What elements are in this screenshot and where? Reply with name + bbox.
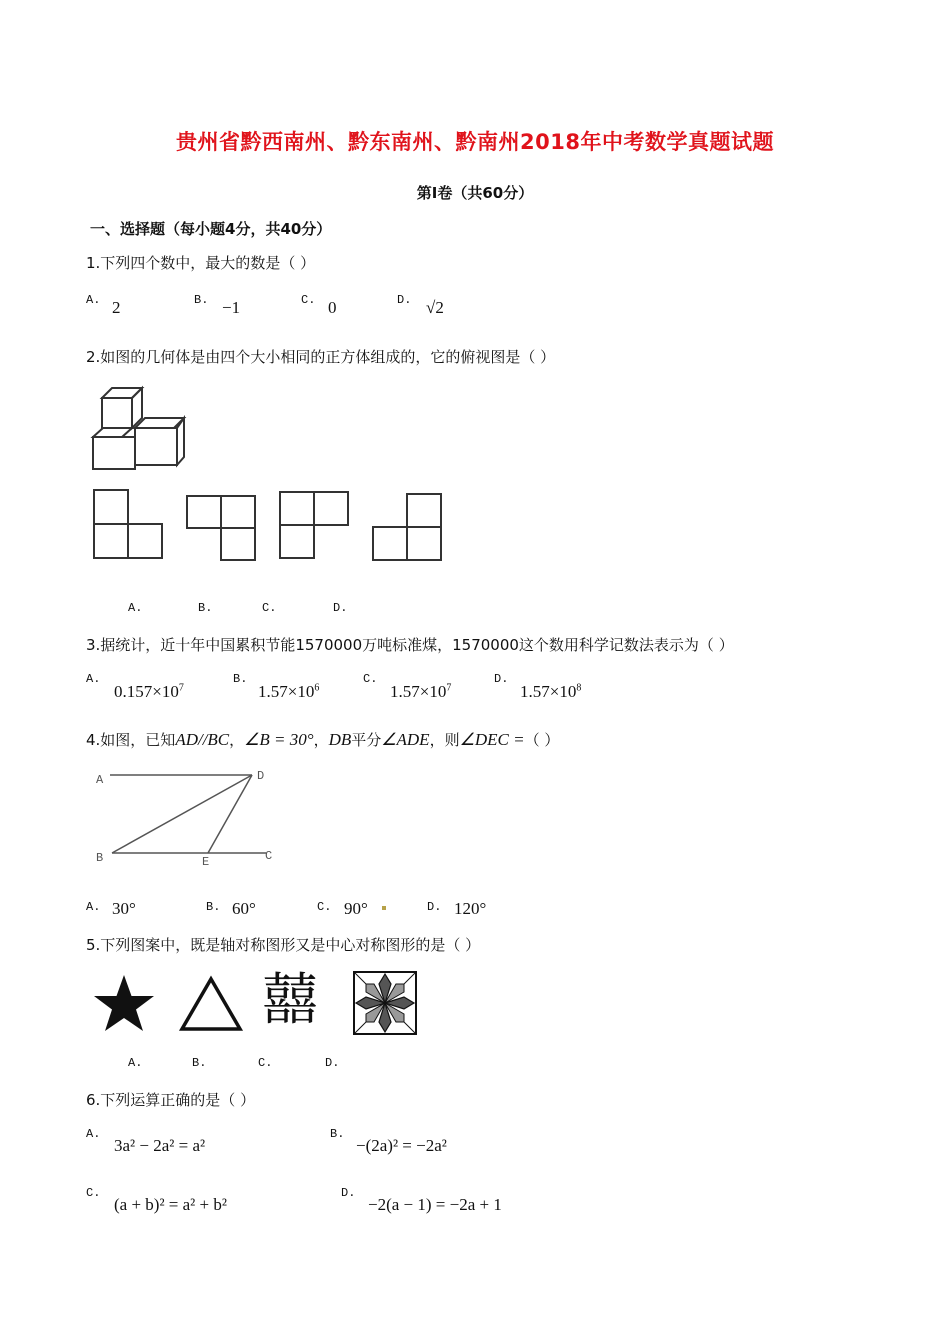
q6-option-b-value: −(2a)² = −2a² — [356, 1136, 447, 1155]
q1-option-b-value: −1 — [222, 298, 241, 317]
q3-option-b-letter: B. — [233, 672, 248, 686]
q1-option-a-value: 2 — [112, 298, 121, 317]
q4-option-c-value: 90° — [344, 899, 368, 918]
q6-option-c-value: (a + b)² = a² + b² — [114, 1195, 227, 1214]
point-label-d: D — [257, 769, 265, 783]
q2-label-c: C. — [262, 601, 277, 615]
question-3-text: 3.据统计，近十年中国累积节能1570000万吨标准煤，1570000这个数用科学记数法表示为（ ） — [86, 636, 734, 654]
page-title: 贵州省黔西南州、黔东南州、黔南州2018年中考数学真题试题 — [176, 130, 774, 154]
point-label-b: B — [96, 851, 104, 865]
q5-label-b: B. — [192, 1056, 207, 1070]
q6-option-d-value: −2(a − 1) = −2a + 1 — [368, 1195, 502, 1214]
cube-solid-figure — [90, 385, 190, 475]
q5-label-c: C. — [258, 1056, 273, 1070]
point-label-e: E — [202, 855, 210, 868]
triangle-pattern-icon — [178, 975, 244, 1033]
q3-option-d-value: $1.57\times 10^8$ — [520, 682, 582, 701]
q4-option-d-value: 120° — [454, 899, 487, 918]
section-heading: 一、选择题（每小题4分，共40分） — [90, 220, 332, 238]
q5-label-a: A. — [128, 1056, 143, 1070]
star-pattern-icon — [92, 973, 156, 1035]
q3-option-b-value: $1.57\times 10^6$ — [258, 682, 320, 701]
q3-option-a-letter: A. — [86, 672, 101, 686]
top-view-option-c — [278, 490, 350, 560]
q6-option-a-letter: A. — [86, 1127, 101, 1141]
q4-option-b-value: 60° — [232, 899, 256, 918]
q1-option-d-value: √2 — [426, 298, 444, 317]
parallel-lines-figure — [90, 763, 285, 868]
question-2-text: 2.如图的几何体是由四个大小相同的正方体组成的，它的俯视图是（ ） — [86, 348, 556, 366]
q3-option-c-value: $1.57\times 10^7$ — [390, 682, 452, 701]
q6-option-d-letter: D. — [341, 1186, 356, 1200]
q1-option-b: B. — [194, 293, 209, 307]
q4-option-d-letter: D. — [427, 900, 442, 914]
q5-label-d: D. — [325, 1056, 340, 1070]
q1-option-c-value: 0 — [328, 298, 337, 317]
q3-option-d-letter: D. — [494, 672, 509, 686]
q4-option-b-letter: B. — [206, 900, 221, 914]
q6-option-a-value: 3a² − 2a² = a² — [114, 1136, 206, 1155]
question-5-text: 5.下列图案中，既是轴对称图形又是中心对称图形的是（ ） — [86, 936, 481, 954]
q4-option-a-value: 30° — [112, 899, 136, 918]
double-happiness-icon: 囍 — [262, 968, 318, 1033]
q1-option-a — [86, 288, 100, 307]
q4-option-c-letter: C. — [317, 900, 332, 914]
q6-option-c-letter: C. — [86, 1186, 101, 1200]
q3-option-c-letter: C. — [363, 672, 378, 686]
top-view-option-d — [371, 492, 443, 562]
top-view-option-b — [185, 494, 257, 562]
q1-option-d: D. — [397, 293, 412, 307]
point-label-a: A — [96, 773, 104, 787]
stray-dot — [382, 906, 386, 910]
option-letter: A. — [86, 293, 101, 307]
q2-label-d: D. — [333, 601, 348, 615]
question-1-text: 1.下列四个数中，最大的数是（ ） — [86, 254, 316, 272]
q1-option-c: C. — [301, 293, 316, 307]
top-view-option-a — [92, 488, 166, 562]
q2-label-a: A. — [128, 601, 143, 615]
question-6-text: 6.下列运算正确的是（ ） — [86, 1091, 256, 1109]
q4-option-a-letter: A. — [86, 900, 101, 914]
paper-part-title: 第Ⅰ卷（共60分） — [416, 184, 534, 202]
q3-option-a-value: $0.157\times 10^7$ — [114, 682, 184, 701]
q6-option-b-letter: B. — [330, 1127, 345, 1141]
question-4-text: 4.如图，已知AD//BC，∠B = 30°，DB平分∠ADE，则∠DEC =（ ） — [86, 730, 560, 749]
flower-tile-pattern-icon — [352, 970, 418, 1036]
q2-label-b: B. — [198, 601, 213, 615]
point-label-c: C — [265, 849, 273, 863]
